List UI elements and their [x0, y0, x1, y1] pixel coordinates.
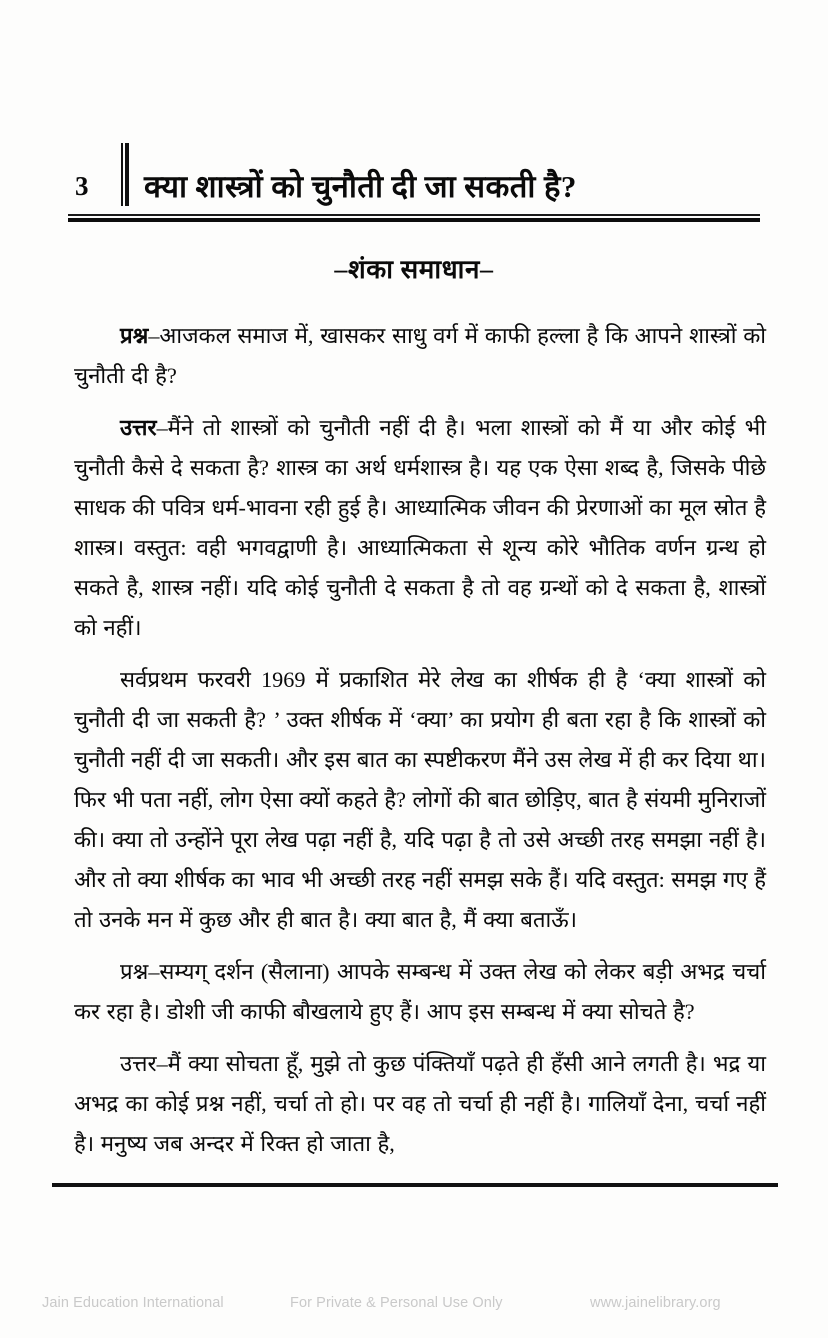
footer-usage-notice: For Private & Personal Use Only [290, 1295, 503, 1311]
chapter-title: क्या शास्त्रों को चुनौती दी जा सकती है? [144, 168, 577, 204]
footer-website-url: www.jainelibrary.org [590, 1295, 721, 1311]
paragraph-answer-1-continued [74, 660, 766, 940]
paragraph-lead-label: उत्तर [120, 1051, 157, 1076]
body-text-block [74, 316, 766, 1164]
paragraph-question-1 [74, 316, 766, 396]
footer-rule [52, 1183, 778, 1187]
paragraph-body: –मैं क्या सोचता हूँ, मुझे तो कुछ पंक्तियाँ पढ़ते ही हँसी आने लगती है। भद्र या अभद्र का कोई प्रश्न नहीं, चर्चा तो हो। पर वह तो चर्चा ही नहीं है। गालियाँ देना, चर्चा नहीं है। मनुष्य जब अन्दर में रिक्त हो जाता है, [74, 1051, 766, 1156]
header-rule-thick [68, 218, 760, 222]
paragraph-lead-label: प्रश्न [120, 959, 149, 984]
paragraph-body: –सम्यग् दर्शन (सैलाना) आपके सम्बन्ध में उक्त लेख को लेकर बड़ी अभद्र चर्चा कर रहा है। डोशी जी काफी बौखलाये हुए हैं। आप इस सम्बन्ध में क्या सोचते है? [74, 959, 766, 1024]
paragraph-lead-label: प्रश्न [120, 323, 149, 348]
page-footer [0, 1295, 828, 1311]
chapter-divider-rule [121, 143, 128, 206]
paragraph-body: –मैंने तो शास्त्रों को चुनौती नहीं दी है। भला शास्त्रों को मैं या और कोई भी चुनौती कैसे दे सकता है? शास्त्र का अर्थ धर्मशास्त्र है। यह एक ऐसा शब्द है, जिसके पीछे साधक की पवित्र धर्म-भावना रही हुई है। आध्यात्मिक जीवन की प्रेरणाओं का मूल स्रोत है शास्त्र। वस्तुत: वही भगवद्वाणी है। आध्यात्मिकता से शून्य कोरे भौतिक वर्णन ग्रन्थ हो सकते है, शास्त्र नहीं। यदि कोई चुनौती दे सकता है तो वह ग्रन्थों को दे सकता है, शास्त्रों को नहीं। [74, 415, 766, 640]
paragraph-answer-1 [74, 408, 766, 648]
chapter-number: 3 [75, 171, 89, 201]
footer-organization: Jain Education International [42, 1295, 224, 1311]
chapter-header [75, 143, 765, 206]
paragraph-body: सर्वप्रथम फरवरी 1969 में प्रकाशित मेरे लेख का शीर्षक ही है ‘क्या शास्त्रों को चुनौती दी जा सकती है? ’ उक्त शीर्षक में ‘क्या’ का प्रयोग ही बता रहा है कि शास्त्रों को चुनौती नहीं दी जा सकती। और इस बात का स्पष्टीकरण मैंने उस लेख में ही कर दिया था। फिर भी पता नहीं, लोग ऐसा क्यों कहते है? लोगों की बात छोड़िए, बात है संयमी मुनिराजों की। क्या तो उन्होंने पूरा लेख पढ़ा नहीं है, यदि पढ़ा है तो उसे अच्छी तरह समझा नहीं है। और तो क्या शीर्षक का भाव भी अच्छी तरह नहीं समझ सके हैं। यदि वस्तुत: समझ गए हैं तो उनके मन में कुछ और ही बात है। क्या बात है, मैं क्या बताऊँ। [74, 667, 766, 932]
header-double-rule [68, 214, 760, 221]
section-subtitle: –शंका समाधान– [334, 255, 494, 284]
paragraph-answer-2 [74, 1044, 766, 1164]
paragraph-lead-label: उत्तर [120, 415, 157, 440]
paragraph-question-2 [74, 952, 766, 1032]
header-rule-thin [68, 214, 760, 216]
paragraph-body: –आजकल समाज में, खासकर साधु वर्ग में काफी हल्ला है कि आपने शास्त्रों को चुनौती दी है? [74, 323, 766, 388]
